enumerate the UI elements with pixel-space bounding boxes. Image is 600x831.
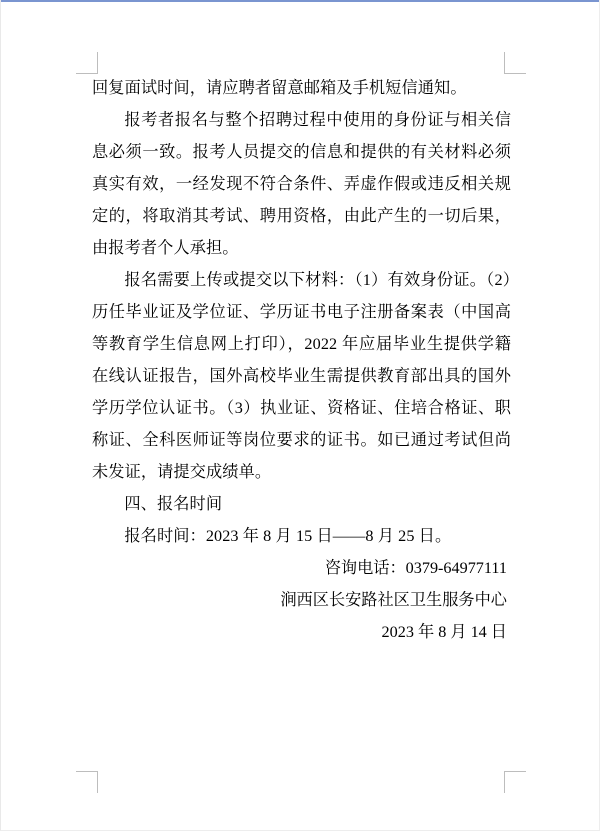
signature-block [92,552,511,648]
issue-date: 2023 年 8 月 14 日 [381,623,507,641]
margin-corner-mark-bottom-left [76,771,98,793]
issuing-organization: 涧西区长安路社区卫生服务中心 [280,591,507,609]
paragraph-registration-period: 报名时间：2023 年 8 月 15 日——8 月 25 日。 [124,527,452,545]
document-body [92,72,511,648]
paragraph-identity-consistency: 报考者报名与整个招聘过程中使用的身份证与相关信息必须一致。报考人员提交的信息和提供的有关材料必须真实有效，一经发现不符合条件、弄虚作假或违反相关规定的，将取消其考试、聘用资格，由此产生的一切后果，由报考者个人承担。 [92,111,511,257]
margin-corner-mark-top-left [76,52,98,74]
margin-corner-mark-bottom-right [504,771,526,793]
margin-corner-mark-top-right [504,52,526,74]
paragraph-continuation: 回复面试时间，请应聘者留意邮箱及手机短信通知。 [92,79,467,97]
page-top-rule [1,0,600,2]
paragraph-required-materials: 报名需要上传或提交以下材料：（1）有效身份证。（2）历任毕业证及学位证、学历证书电子注册备案表（中国高等教育学生信息网上打印），2022 年应届毕业生提供学籍在线认证报告，国外高校毕业生需提供教育部出具的国外学历学位认证书。（3）执业证、资格证、住培合格证、职称证、全科医师证等岗位要求的证书。如已通过考试但尚未发证，请提交成绩单。 [92,271,511,481]
contact-phone-line: 咨询电话：0379-64977111 [324,559,507,577]
section-heading-registration-time: 四、报名时间 [124,495,223,513]
